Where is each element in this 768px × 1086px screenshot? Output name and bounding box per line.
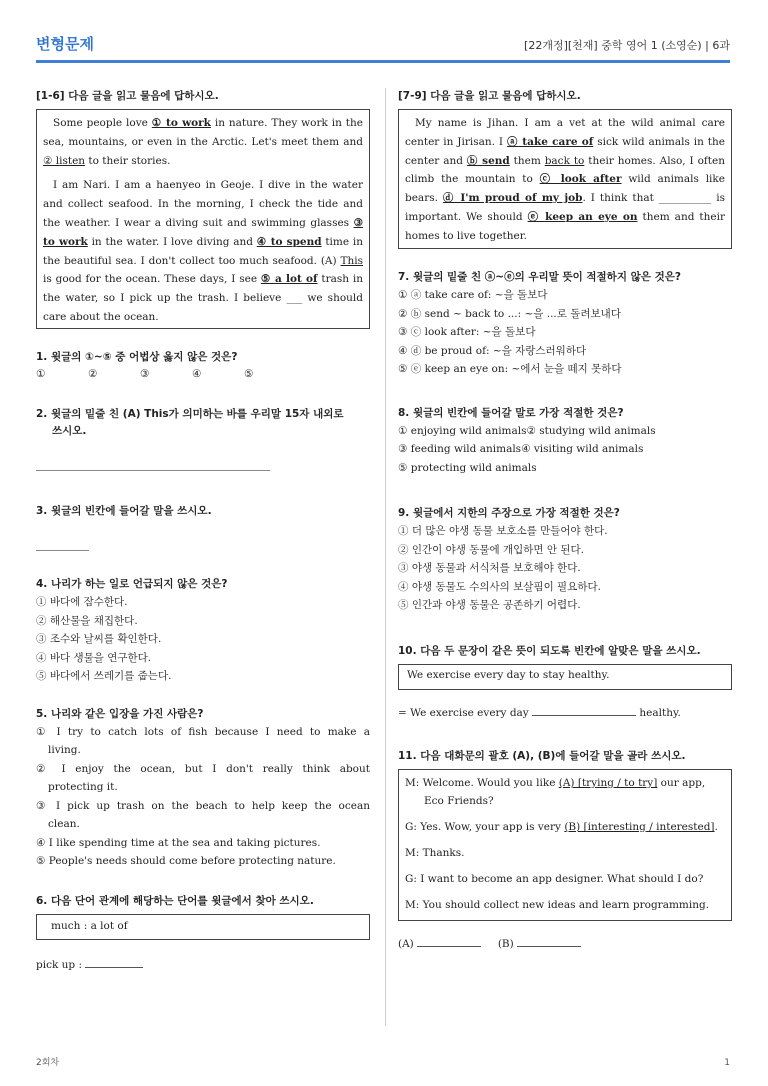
- question-11-dialogue-box: [398, 769, 732, 921]
- question-3-answer-line[interactable]: [36, 520, 89, 551]
- passage-box-jihan: [398, 109, 732, 249]
- question-4-text: 4. 나리가 하는 일로 언급되지 않은 것은?: [36, 578, 228, 590]
- passage-paragraph-1: Some people love ① to work in nature. They work in the sea, mountains, or even in the Arctic. Let's meet them and ② listen to their stories.: [43, 117, 363, 167]
- question-5-option-2-cont: protecting it.: [48, 781, 118, 793]
- question-4: [36, 576, 370, 686]
- question-2-answer-line[interactable]: [36, 440, 270, 471]
- question-4-option-4[interactable]: ④ 바다 생물을 연구한다.: [36, 651, 152, 664]
- question-9-text: 9. 윗글에서 지한의 주장으로 가장 적절한 것은?: [398, 507, 620, 519]
- option-1[interactable]: ①: [36, 368, 46, 380]
- footer-session: 2회차: [36, 1058, 60, 1068]
- question-5-option-5[interactable]: ⑤ People's needs should come before protecting nature.: [36, 855, 336, 867]
- question-3: [36, 503, 370, 551]
- question-7-option-4[interactable]: ④ ⓓ be proud of: ~을 자랑스러워하다: [398, 344, 587, 357]
- dialogue-line-1-cont: Eco Friends?: [424, 795, 494, 807]
- question-9-option-3[interactable]: ③ 야생 동물과 서식처를 보호해야 한다.: [398, 562, 581, 574]
- left-column: [36, 88, 370, 974]
- question-8: [398, 405, 732, 478]
- question-9-option-2[interactable]: ② 인간이 야생 동물에 개입하면 안 된다.: [398, 543, 585, 556]
- question-6-text: 6. 다음 단어 관계에 해당하는 단어를 윗글에서 찾아 쓰시오.: [36, 894, 314, 907]
- question-2: [36, 406, 370, 471]
- question-8-option-4[interactable]: ④ visiting wild animals: [521, 443, 644, 455]
- question-9: [398, 505, 732, 615]
- answer-b-label: (B): [497, 938, 514, 950]
- question-9-option-5[interactable]: ⑤ 인간과 야생 동물은 공존하기 어렵다.: [398, 599, 581, 611]
- dialogue-line-4: G: I want to become an app designer. What should I do?: [405, 873, 704, 885]
- question-8-row-2: [398, 440, 732, 459]
- question-4-option-3[interactable]: ③ 조수와 날씨를 확인한다.: [36, 633, 162, 645]
- question-10-answer[interactable]: = We exercise every day healthy.: [398, 706, 681, 719]
- question-7: [398, 269, 732, 379]
- question-7-text: 7. 윗글의 밑줄 친 ⓐ~ⓔ의 우리말 뜻이 적절하지 않은 것은?: [398, 271, 681, 283]
- question-1-options: [36, 368, 370, 380]
- answer-a-blank[interactable]: [417, 936, 481, 947]
- option-3[interactable]: ③: [140, 368, 150, 380]
- question-5-option-1[interactable]: ① I try to catch lots of fish because I need to make a: [36, 725, 370, 738]
- question-5-option-3[interactable]: ③ I pick up trash on the beach to help keep the ocean: [36, 799, 370, 812]
- option-5[interactable]: ⑤: [244, 368, 254, 380]
- question-10: [398, 643, 732, 723]
- option-4[interactable]: ④: [192, 368, 202, 380]
- question-7-option-2[interactable]: ② ⓑ send ~ back to ...: ~을 ...로 돌려보내다: [398, 307, 621, 320]
- question-8-option-2[interactable]: ② studying wild animals: [526, 424, 656, 437]
- section-heading-1-6: [1-6] 다음 글을 읽고 물음에 답하시오.: [36, 90, 219, 102]
- question-5-option-1-cont: living.: [48, 744, 81, 756]
- question-5-option-3-cont: clean.: [48, 818, 80, 830]
- passage-paragraph-2: I am Nari. I am a haenyeo in Geoje. I dive in the water and collect seafood. In the morning, I check the tide and the weather. I wear a diving suit and swimming glasses ③ to work in the water. I love diving and ④ to spend time in the beautiful sea. I don't collect too much seafood. (A) This is good for the ocean. These days, I see ⑤ a lot of trash in the water, so I pick up the trash. I believe ___ we should care about the ocean.: [43, 179, 363, 323]
- question-9-option-1[interactable]: ① 더 많은 야생 동물 보호소를 만들어야 한다.: [398, 525, 608, 537]
- right-column: [398, 88, 732, 954]
- header-divider: [36, 60, 730, 63]
- question-6-box: much : a lot of: [36, 914, 370, 940]
- question-5-option-2[interactable]: ② I enjoy the ocean, but I don't really think about: [36, 762, 370, 775]
- passage-box-nari: [36, 109, 370, 329]
- section-heading-7-9: [7-9] 다음 글을 읽고 물음에 답하시오.: [398, 90, 581, 102]
- question-8-option-5[interactable]: ⑤ protecting wild animals: [398, 461, 537, 474]
- column-divider: [385, 88, 386, 1026]
- question-6: [36, 893, 370, 975]
- question-4-option-5[interactable]: ⑤ 바다에서 쓰레기를 줍는다.: [36, 670, 172, 682]
- option-2[interactable]: ②: [88, 368, 98, 380]
- question-5-text: 5. 나리와 같은 입장을 가진 사람은?: [36, 707, 204, 720]
- answer-b-blank[interactable]: [517, 936, 581, 947]
- page-header-title: 변형문제: [36, 35, 94, 53]
- question-11-answers: [398, 935, 732, 954]
- answer-a-label: (A): [398, 938, 414, 950]
- dialogue-line-5: M: You should collect new ideas and learn programming.: [405, 899, 710, 911]
- question-8-option-1[interactable]: ① enjoying wild animals: [398, 424, 527, 437]
- question-6-answer[interactable]: pick up :: [36, 956, 370, 975]
- question-2-text: 2. 윗글의 밑줄 친 (A) This가 의미하는 바를 우리말 15자 내외로 쓰시오.: [36, 408, 344, 437]
- dialogue-line-1: M: Welcome. Would you like (A) [trying / to try] our app,: [405, 777, 706, 789]
- question-8-row-1: [398, 422, 732, 441]
- question-9-option-4[interactable]: ④ 야생 동물도 수의사의 보살핌이 필요하다.: [398, 580, 601, 593]
- question-3-text: 3. 윗글의 빈칸에 들어갈 말을 쓰시오.: [36, 505, 212, 517]
- question-1-text: 1. 윗글의 ①~⑤ 중 어법상 옳지 않은 것은?: [36, 351, 238, 363]
- question-8-text: 8. 윗글의 빈칸에 들어갈 말로 가장 적절한 것은?: [398, 406, 624, 419]
- question-7-option-5[interactable]: ⑤ ⓔ keep an eye on: ~에서 눈을 떼지 못하다: [398, 363, 622, 375]
- question-8-option-3[interactable]: ③ feeding wild animals: [398, 443, 522, 455]
- question-4-option-2[interactable]: ② 해산물을 채집한다.: [36, 614, 138, 627]
- question-11: [398, 748, 732, 954]
- question-10-text: 10. 다음 두 문장이 같은 뜻이 되도록 빈칸에 알맞은 말을 쓰시오.: [398, 644, 701, 657]
- question-11-text: 11. 다음 대화문의 괄호 (A), (B)에 들어갈 말을 골라 쓰시오.: [398, 750, 686, 762]
- question-1: [36, 349, 370, 380]
- question-4-option-1[interactable]: ① 바다에 잠수한다.: [36, 596, 128, 608]
- question-5: [36, 706, 370, 871]
- dialogue-line-3: M: Thanks.: [405, 847, 465, 859]
- footer-page-number: 1: [724, 1058, 730, 1068]
- question-10-box: We exercise every day to stay healthy.: [398, 664, 732, 690]
- question-7-option-1[interactable]: ① ⓐ take care of: ~을 돌보다: [398, 289, 548, 301]
- page-header-course: [22개정][천재] 중학 영어 1 (소영순) | 6과: [524, 39, 730, 52]
- question-7-option-3[interactable]: ③ ⓒ look after: ~을 돌보다: [398, 326, 536, 338]
- passage-paragraph: My name is Jihan. I am a vet at the wild animal care center in Jirisan. I ⓐ take care of sick wild animals in the center and ⓑ send them back to their homes. Also, I often climb the mountain to ⓒ look after wild animals like bears. ⓓ I'm proud of my job. I think that __________ is important. We should ⓔ keep an eye on them and their homes to live together.: [405, 117, 726, 242]
- dialogue-line-2: G: Yes. Wow, your app is very (B) [interesting / interested].: [405, 821, 718, 833]
- question-5-option-4[interactable]: ④ I like spending time at the sea and taking pictures.: [36, 836, 321, 849]
